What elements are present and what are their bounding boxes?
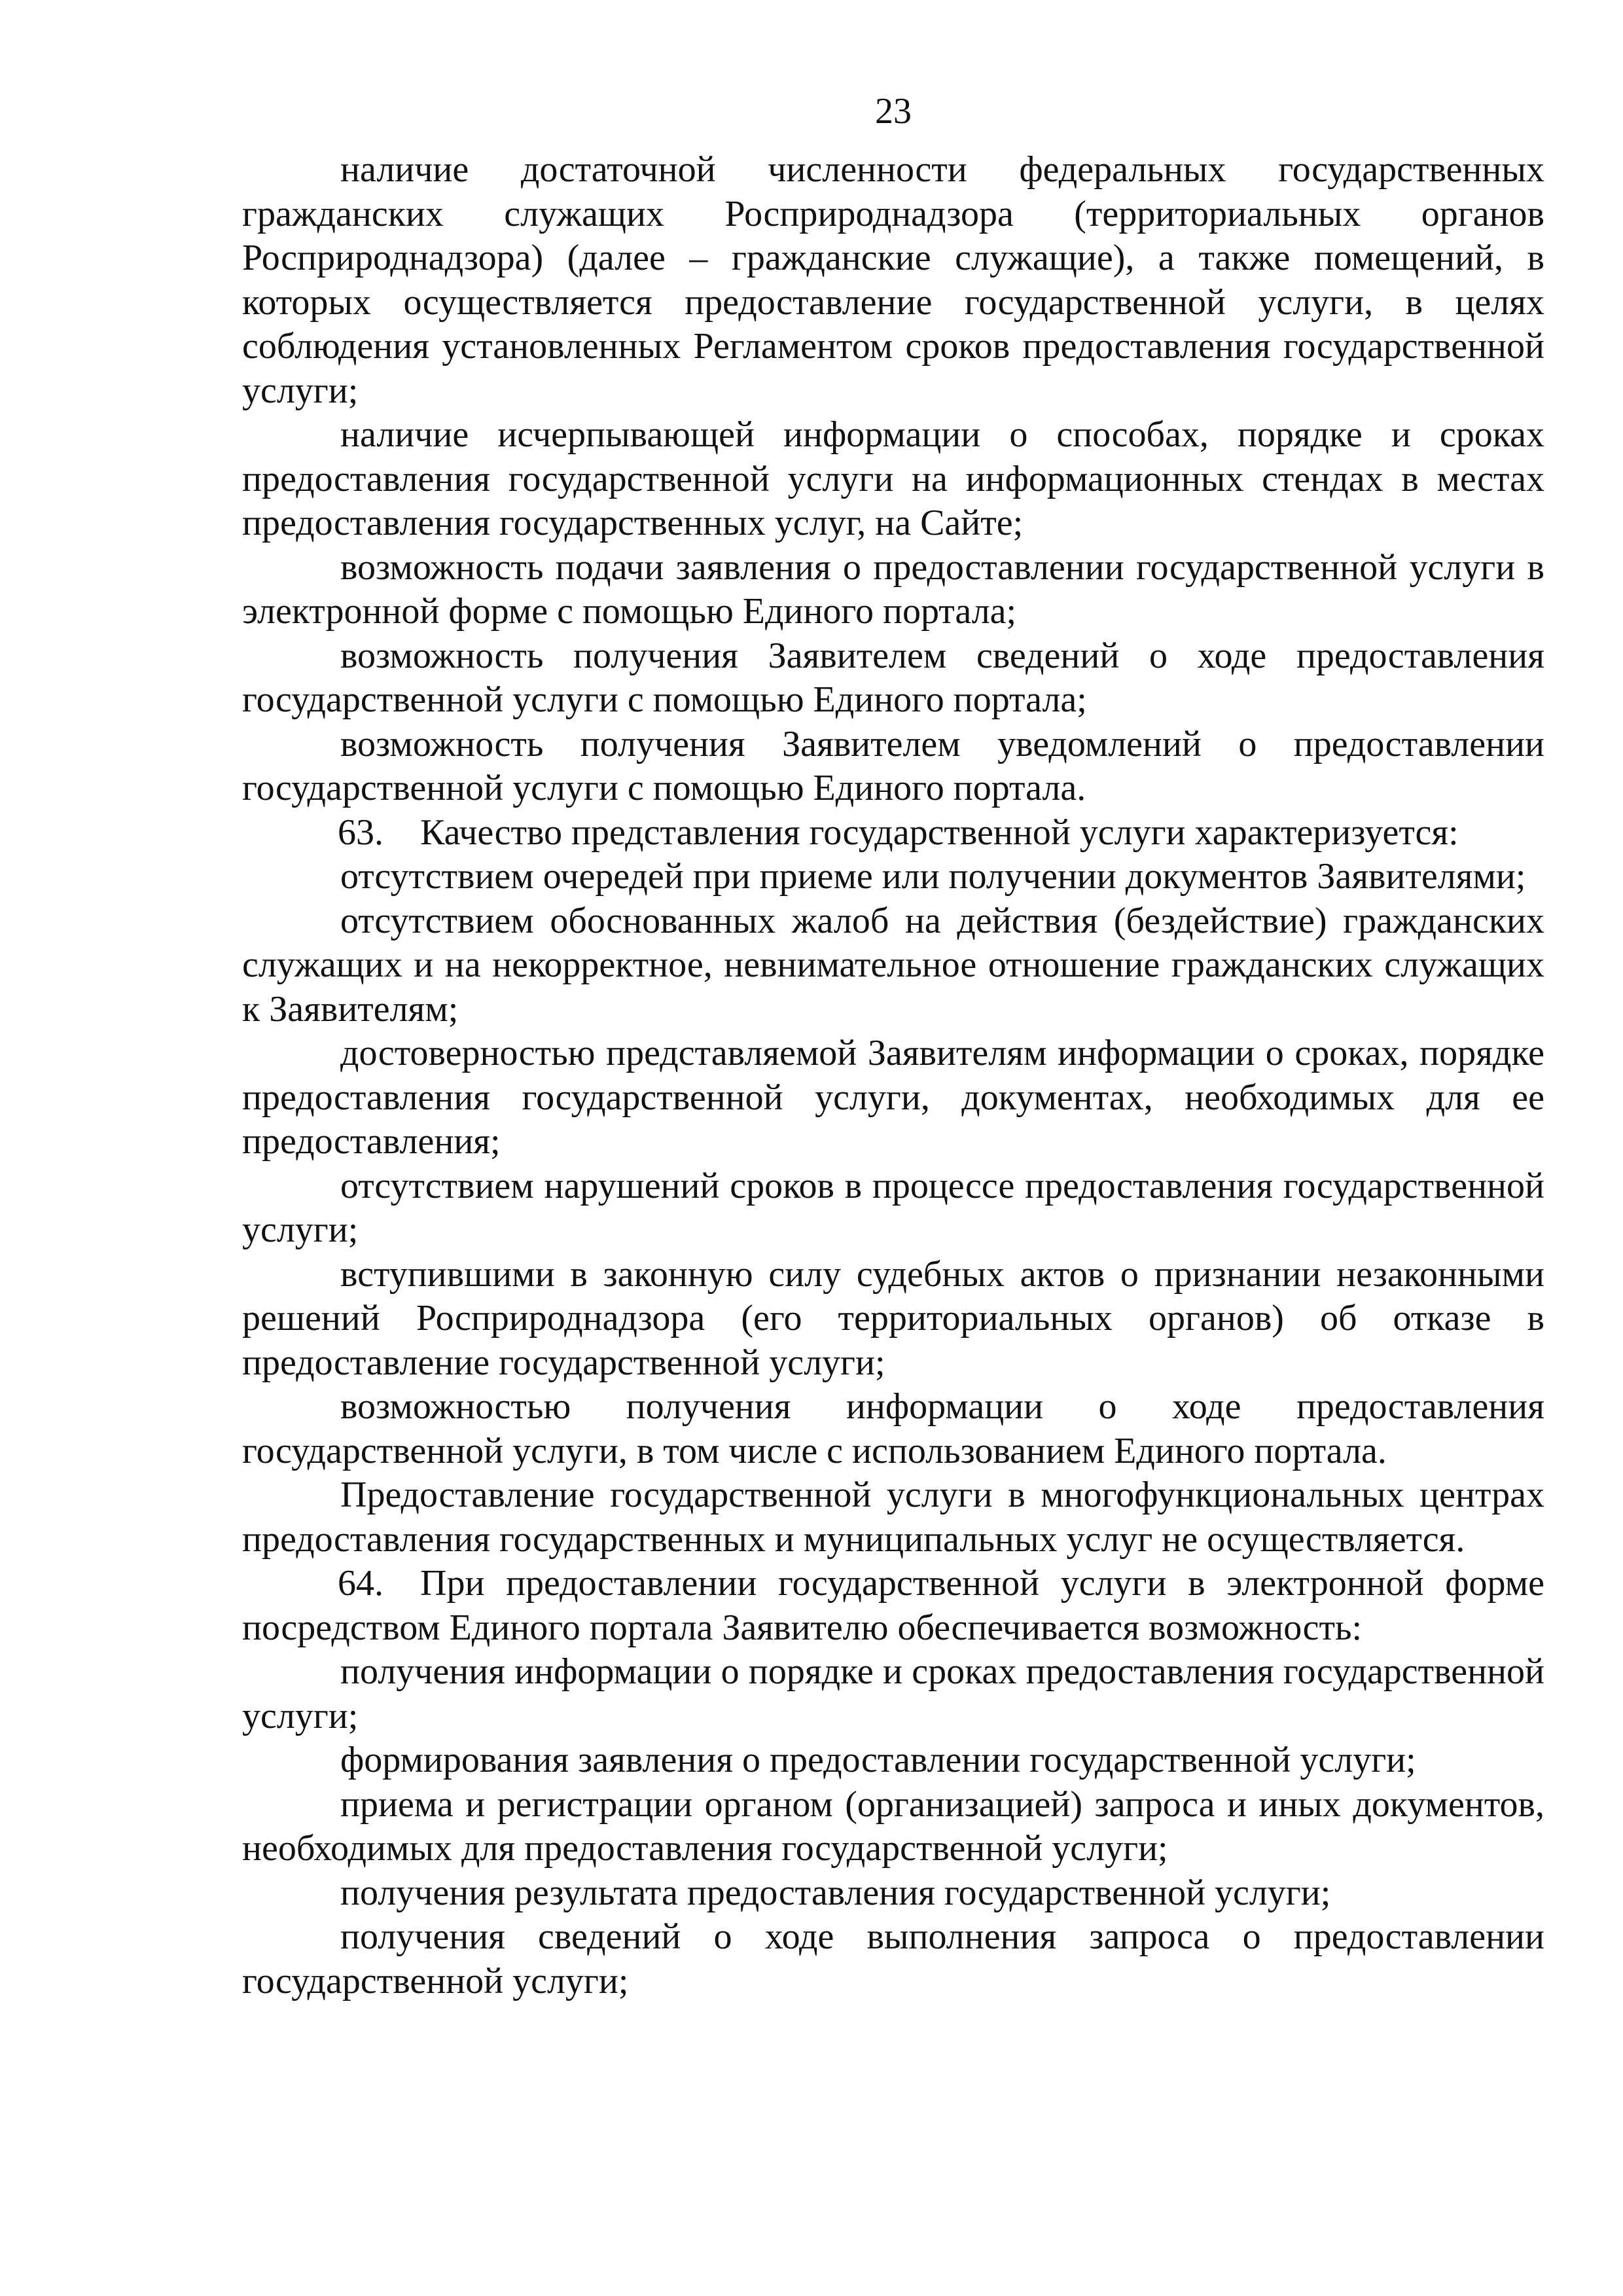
paragraph-request-status: получения сведений о ходе выполнения запроса о предоставлении государственной услуги; bbox=[242, 1916, 1544, 2001]
paragraph-reliability: достоверностью представляемой Заявителям информации о сроках, порядке предоставления государственной услуги, документах, необходимых для ее предоставления; bbox=[242, 1033, 1544, 1162]
paragraph-reception-registration: приема и регистрации органом (организацией) запроса и иных документов, необходимых для предоставления государственной услуги; bbox=[242, 1784, 1544, 1869]
paragraph-63: 63. Качество представления государственной услуги характеризуется: bbox=[338, 812, 1459, 853]
page-number: 23 bbox=[875, 91, 912, 132]
paragraph-notifications: возможность получения Заявителем уведомлений о предоставлении государственной услуги с помощью Единого портала. bbox=[242, 723, 1544, 808]
paragraph-application-submission: возможность подачи заявления о предоставлении государственной услуги в электронной форме с помощью Единого портала; bbox=[242, 547, 1544, 632]
paragraph-progress-info: возможность получения Заявителем сведений о ходе предоставления государственной услуги с помощью Единого портала; bbox=[242, 635, 1544, 720]
paragraph-info-availability: возможностью получения информации о ходе предоставления государственной услуги, в том числе с использованием Единого портала. bbox=[242, 1386, 1544, 1471]
paragraph-court-acts: вступившими в законную силу судебных актов о признании незаконными решений Росприроднадзора (его территориальных органов) об отказе в предоставление государственной услуги; bbox=[242, 1253, 1544, 1383]
paragraph-no-violations: отсутствием нарушений сроков в процессе предоставления государственной услуги; bbox=[242, 1165, 1544, 1250]
paragraph-form-application: формирования заявления о предоставлении государственной услуги; bbox=[340, 1740, 1416, 1780]
paragraph-no-queues: отсутствием очередей при приеме или получении документов Заявителями; bbox=[340, 856, 1526, 897]
paragraph-exhaustive-info: наличие исчерпывающей информации о способах, порядке и сроках предоставления государственной услуги на информационных стендах в местах предоставления государственных услуг, на Сайте; bbox=[242, 414, 1544, 543]
paragraph-staffing: наличие достаточной численности федеральных государственных гражданских служащих Росприроднадзора (территориальных органов Росприроднадзора) (далее – гражданские служащие), а также помещений, в которых осуществляется предоставление государственной услуги, в целях соблюдения установленных Регламентом сроков предоставления государственной услуги; bbox=[242, 149, 1544, 411]
paragraph-64: 64. При предоставлении государственной услуги в электронной форме посредством Единого портала Заявителю обеспечивается возможность: bbox=[242, 1563, 1544, 1648]
document-page bbox=[242, 85, 1544, 2003]
paragraph-mfc: Предоставление государственной услуги в многофункциональных центрах предоставления государственных и муниципальных услуг не осуществляется. bbox=[242, 1475, 1544, 1560]
paragraph-receive-result: получения результата предоставления государственной услуги; bbox=[340, 1872, 1331, 1913]
paragraph-no-complaints: отсутствием обоснованных жалоб на действия (бездействие) гражданских служащих и на некорректное, невнимательное отношение гражданских служащих к Заявителям; bbox=[242, 900, 1544, 1030]
paragraph-receive-info: получения информации о порядке и сроках предоставления государственной услуги; bbox=[242, 1651, 1544, 1736]
